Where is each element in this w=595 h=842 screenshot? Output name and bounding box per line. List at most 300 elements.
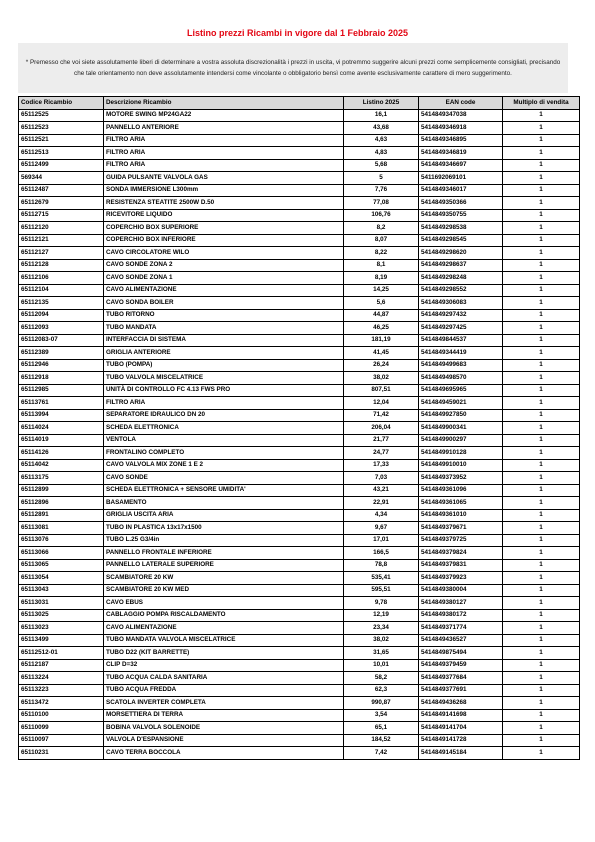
- ean-code: 5414849844537: [419, 334, 503, 347]
- part-code: 65114126: [19, 447, 104, 460]
- ean-code: 5414849910010: [419, 459, 503, 472]
- ean-code: 5414849298620: [419, 247, 503, 260]
- table-row: [19, 747, 580, 760]
- sales-multiple: 1: [503, 409, 580, 422]
- ean-code: 5414849380127: [419, 597, 503, 610]
- table-row: [19, 159, 580, 172]
- ean-code: 5414849695965: [419, 384, 503, 397]
- table-row: [19, 584, 580, 597]
- sales-multiple: 1: [503, 472, 580, 485]
- part-description: TUBO ACQUA FREDDA: [104, 684, 344, 697]
- part-description: CAVO SONDE ZONA 1: [104, 272, 344, 285]
- part-description: CAVO SONDA BOILER: [104, 297, 344, 310]
- list-price: 181,19: [344, 334, 419, 347]
- part-description: RICEVITORE LIQUIDO: [104, 209, 344, 222]
- table-row: [19, 222, 580, 235]
- list-price: 43,21: [344, 484, 419, 497]
- ean-code: 5414849346918: [419, 122, 503, 135]
- ean-code: 5414849379824: [419, 547, 503, 560]
- part-code: 65112106: [19, 272, 104, 285]
- list-price: 26,24: [344, 359, 419, 372]
- ean-code: 5414849298552: [419, 284, 503, 297]
- part-description: TUBO D22 (KIT BARRETTE): [104, 647, 344, 660]
- sales-multiple: 1: [503, 534, 580, 547]
- list-price: 9,67: [344, 522, 419, 535]
- ean-code: 5414849346017: [419, 184, 503, 197]
- table-row: [19, 534, 580, 547]
- part-description: CAVO TERRA BOCCOLA: [104, 747, 344, 760]
- sales-multiple: 1: [503, 109, 580, 122]
- list-price: 7,03: [344, 472, 419, 485]
- part-description: SCAMBIATORE 20 KW MED: [104, 584, 344, 597]
- table-row: [19, 559, 580, 572]
- part-code: 65112135: [19, 297, 104, 310]
- list-price: 24,77: [344, 447, 419, 460]
- list-price: 106,76: [344, 209, 419, 222]
- part-description: SCATOLA INVERTER COMPLETA: [104, 697, 344, 710]
- list-price: 8,22: [344, 247, 419, 260]
- part-code: 65112679: [19, 197, 104, 210]
- list-price: 12,19: [344, 609, 419, 622]
- list-price: 4,34: [344, 509, 419, 522]
- table-row: [19, 234, 580, 247]
- table-row: [19, 122, 580, 135]
- table-row: [19, 734, 580, 747]
- table-row: [19, 334, 580, 347]
- column-header-ean: EAN code: [419, 97, 503, 110]
- part-description: PANNELLO FRONTALE INFERIORE: [104, 547, 344, 560]
- sales-multiple: 1: [503, 234, 580, 247]
- table-row: [19, 447, 580, 460]
- list-price: 5,6: [344, 297, 419, 310]
- part-description: CAVO SONDE ZONA 2: [104, 259, 344, 272]
- list-price: 206,04: [344, 422, 419, 435]
- part-description: INTERFACCIA DI SISTEMA: [104, 334, 344, 347]
- list-price: 8,2: [344, 222, 419, 235]
- sales-multiple: 1: [503, 647, 580, 660]
- sales-multiple: 1: [503, 384, 580, 397]
- sales-multiple: 1: [503, 272, 580, 285]
- ean-code: 5414849371774: [419, 622, 503, 635]
- sales-multiple: 1: [503, 347, 580, 360]
- list-price: 65,1: [344, 722, 419, 735]
- table-row: [19, 622, 580, 635]
- sales-multiple: 1: [503, 372, 580, 385]
- ean-code: 5414849350755: [419, 209, 503, 222]
- list-price: 77,08: [344, 197, 419, 210]
- ean-code: 5414849298637: [419, 259, 503, 272]
- part-description: TUBO (POMPA): [104, 359, 344, 372]
- table-row: [19, 172, 580, 185]
- part-description: FILTRO ARIA: [104, 134, 344, 147]
- table-row: [19, 472, 580, 485]
- part-description: TUBO VALVOLA MISCELATRICE: [104, 372, 344, 385]
- ean-code: 5414849347038: [419, 109, 503, 122]
- list-price: 3,54: [344, 709, 419, 722]
- list-price: 166,5: [344, 547, 419, 560]
- ean-code: 5414849459021: [419, 397, 503, 410]
- part-code: 65112487: [19, 184, 104, 197]
- list-price: 12,04: [344, 397, 419, 410]
- list-price: 71,42: [344, 409, 419, 422]
- ean-code: 5414849377684: [419, 672, 503, 685]
- list-price: 4,63: [344, 134, 419, 147]
- sales-multiple: 1: [503, 334, 580, 347]
- part-description: SONDA IMMERSIONE L300mm: [104, 184, 344, 197]
- part-description: BOBINA VALVOLA SOLENOIDE: [104, 722, 344, 735]
- sales-multiple: 1: [503, 159, 580, 172]
- list-price: 31,65: [344, 647, 419, 660]
- ean-code: 5414849297432: [419, 309, 503, 322]
- table-row: [19, 484, 580, 497]
- sales-multiple: 1: [503, 459, 580, 472]
- part-code: 65112513: [19, 147, 104, 160]
- list-price: 5,68: [344, 159, 419, 172]
- ean-code: 5414849377691: [419, 684, 503, 697]
- part-code: 65112896: [19, 497, 104, 510]
- ean-code: 5414849297425: [419, 322, 503, 335]
- part-code: 65112120: [19, 222, 104, 235]
- table-row: [19, 522, 580, 535]
- table-row: [19, 284, 580, 297]
- ean-code: 5414849436268: [419, 697, 503, 710]
- ean-code: 5414849344419: [419, 347, 503, 360]
- part-code: 65112891: [19, 509, 104, 522]
- part-code: 65112093: [19, 322, 104, 335]
- part-code: 65112083-07: [19, 334, 104, 347]
- table-row: [19, 309, 580, 322]
- part-code: 65113066: [19, 547, 104, 560]
- sales-multiple: 1: [503, 434, 580, 447]
- sales-multiple: 1: [503, 359, 580, 372]
- part-code: 65112525: [19, 109, 104, 122]
- part-code: 65110097: [19, 734, 104, 747]
- sales-multiple: 1: [503, 584, 580, 597]
- part-description: TUBO ACQUA CALDA SANITARIA: [104, 672, 344, 685]
- list-price: 8,1: [344, 259, 419, 272]
- sales-multiple: 1: [503, 147, 580, 160]
- part-description: RESISTENZA STEATITE 2500W D.50: [104, 197, 344, 210]
- table-row: [19, 384, 580, 397]
- sales-multiple: 1: [503, 659, 580, 672]
- ean-code: 5414849436527: [419, 634, 503, 647]
- table-row: [19, 709, 580, 722]
- sales-multiple: 1: [503, 547, 580, 560]
- list-price: 78,8: [344, 559, 419, 572]
- list-price: 58,2: [344, 672, 419, 685]
- part-description: CAVO ALIMENTAZIONE: [104, 622, 344, 635]
- part-description: BASAMENTO: [104, 497, 344, 510]
- sales-multiple: 1: [503, 747, 580, 760]
- part-description: TUBO MANDATA: [104, 322, 344, 335]
- ean-code: 5414849346697: [419, 159, 503, 172]
- part-code: 65112918: [19, 372, 104, 385]
- part-code: 65113499: [19, 634, 104, 647]
- column-header-code: Codice Ricambio: [19, 97, 104, 110]
- column-header-description: Descrizione Ricambio: [104, 97, 344, 110]
- table-row: [19, 359, 580, 372]
- table-row: [19, 372, 580, 385]
- part-code: 65110099: [19, 722, 104, 735]
- sales-multiple: 1: [503, 172, 580, 185]
- part-description: CAVO ALIMENTAZIONE: [104, 284, 344, 297]
- table-row: [19, 397, 580, 410]
- part-description: CABLAGGIO POMPA RISCALDAMENTO: [104, 609, 344, 622]
- part-code: 65114019: [19, 434, 104, 447]
- table-row: [19, 347, 580, 360]
- table-row: [19, 259, 580, 272]
- sales-multiple: 1: [503, 184, 580, 197]
- part-code: 65113994: [19, 409, 104, 422]
- part-description: VENTOLA: [104, 434, 344, 447]
- part-description: SCHEDA ELETTRONICA + SENSORE UMIDITA': [104, 484, 344, 497]
- part-description: CAVO EBUS: [104, 597, 344, 610]
- sales-multiple: 1: [503, 134, 580, 147]
- part-code: 65112127: [19, 247, 104, 260]
- sales-multiple: 1: [503, 697, 580, 710]
- ean-code: 5414849900297: [419, 434, 503, 447]
- ean-code: 5414849361010: [419, 509, 503, 522]
- ean-code: 5414849379831: [419, 559, 503, 572]
- part-code: 65113023: [19, 622, 104, 635]
- table-row: [19, 609, 580, 622]
- list-price: 17,01: [344, 534, 419, 547]
- sales-multiple: 1: [503, 309, 580, 322]
- sales-multiple: 1: [503, 672, 580, 685]
- part-description: GRIGLIA ANTERIORE: [104, 347, 344, 360]
- ean-code: 5414849350366: [419, 197, 503, 210]
- part-description: COPERCHIO BOX INFERIORE: [104, 234, 344, 247]
- sales-multiple: 1: [503, 497, 580, 510]
- ean-code: 5411692069101: [419, 172, 503, 185]
- ean-code: 5414849900341: [419, 422, 503, 435]
- ean-code: 5414849361096: [419, 484, 503, 497]
- ean-code: 5414849910128: [419, 447, 503, 460]
- list-price: 44,87: [344, 309, 419, 322]
- list-price: 38,02: [344, 634, 419, 647]
- list-price: 990,87: [344, 697, 419, 710]
- ean-code: 5414849298545: [419, 234, 503, 247]
- sales-multiple: 1: [503, 609, 580, 622]
- part-description: SCHEDA ELETTRONICA: [104, 422, 344, 435]
- ean-code: 5414849875494: [419, 647, 503, 660]
- ean-code: 5414849298538: [419, 222, 503, 235]
- table-row: [19, 509, 580, 522]
- part-code: 65113043: [19, 584, 104, 597]
- sales-multiple: 1: [503, 322, 580, 335]
- part-code: 65110100: [19, 709, 104, 722]
- part-description: SEPARATORE IDRAULICO DN 20: [104, 409, 344, 422]
- disclaimer-note: * Premesso che voi siete assolutamente liberi di determinare a vostra assoluta discrezionalità i prezzi in uscita, vi potremmo suggerire alcuni prezzi come semplicemente consigliati, precisando che tale orientamento non deve assolutamente intendersi come vincolante o obbligatorio bensì come avente esclusivamente carattere di mero suggerimento.: [18, 43, 568, 93]
- sales-multiple: 1: [503, 259, 580, 272]
- part-code: 65113031: [19, 597, 104, 610]
- list-price: 46,25: [344, 322, 419, 335]
- table-row: [19, 147, 580, 160]
- sales-multiple: 1: [503, 284, 580, 297]
- part-code: 65112499: [19, 159, 104, 172]
- part-code: 65112985: [19, 384, 104, 397]
- sales-multiple: 1: [503, 397, 580, 410]
- sales-multiple: 1: [503, 597, 580, 610]
- part-code: 65112715: [19, 209, 104, 222]
- list-price: 16,1: [344, 109, 419, 122]
- sales-multiple: 1: [503, 634, 580, 647]
- ean-code: 5414849498570: [419, 372, 503, 385]
- list-price: 23,34: [344, 622, 419, 635]
- sales-multiple: 1: [503, 559, 580, 572]
- list-price: 595,51: [344, 584, 419, 597]
- table-row: [19, 247, 580, 260]
- sales-multiple: 1: [503, 709, 580, 722]
- part-code: 65112104: [19, 284, 104, 297]
- table-row: [19, 572, 580, 585]
- sales-multiple: 1: [503, 622, 580, 635]
- table-row: [19, 134, 580, 147]
- list-price: 9,78: [344, 597, 419, 610]
- table-row: [19, 597, 580, 610]
- part-code: 65113025: [19, 609, 104, 622]
- ean-code: 5414849379725: [419, 534, 503, 547]
- part-code: 65113224: [19, 672, 104, 685]
- part-description: VALVOLA D'ESPANSIONE: [104, 734, 344, 747]
- column-header-sales-multiple: Multiplo di vendita: [503, 97, 580, 110]
- part-code: 65112521: [19, 134, 104, 147]
- list-price: 41,45: [344, 347, 419, 360]
- part-description: FILTRO ARIA: [104, 147, 344, 160]
- part-description: FILTRO ARIA: [104, 159, 344, 172]
- list-price: 7,42: [344, 747, 419, 760]
- table-row: [19, 634, 580, 647]
- part-description: SCAMBIATORE 20 KW: [104, 572, 344, 585]
- part-code: 569344: [19, 172, 104, 185]
- table-row: [19, 422, 580, 435]
- list-price: 4,83: [344, 147, 419, 160]
- column-header-price: Listino 2025: [344, 97, 419, 110]
- part-code: 65112094: [19, 309, 104, 322]
- list-price: 43,68: [344, 122, 419, 135]
- table-row: [19, 184, 580, 197]
- list-price: 184,52: [344, 734, 419, 747]
- ean-code: 5414849141698: [419, 709, 503, 722]
- part-code: 65113761: [19, 397, 104, 410]
- part-code: 65112946: [19, 359, 104, 372]
- ean-code: 5414849346895: [419, 134, 503, 147]
- part-description: PANNELLO LATERALE SUPERIORE: [104, 559, 344, 572]
- part-description: GUIDA PULSANTE VALVOLA GAS: [104, 172, 344, 185]
- ean-code: 5414849346819: [419, 147, 503, 160]
- ean-code: 5414849379923: [419, 572, 503, 585]
- ean-code: 5414849373952: [419, 472, 503, 485]
- table-row: [19, 684, 580, 697]
- sales-multiple: 1: [503, 509, 580, 522]
- part-code: 65113175: [19, 472, 104, 485]
- part-code: 65113472: [19, 697, 104, 710]
- list-price: 535,41: [344, 572, 419, 585]
- part-description: CAVO SONDE: [104, 472, 344, 485]
- part-description: FRONTALINO COMPLETO: [104, 447, 344, 460]
- list-price: 22,91: [344, 497, 419, 510]
- list-price: 17,33: [344, 459, 419, 472]
- part-description: MOTORE SWING MP24GA22: [104, 109, 344, 122]
- sales-multiple: 1: [503, 197, 580, 210]
- sales-multiple: 1: [503, 122, 580, 135]
- table-row: [19, 297, 580, 310]
- part-code: 65113223: [19, 684, 104, 697]
- list-price: 8,19: [344, 272, 419, 285]
- list-price: 807,51: [344, 384, 419, 397]
- list-price: 7,76: [344, 184, 419, 197]
- ean-code: 5414849927850: [419, 409, 503, 422]
- table-row: [19, 459, 580, 472]
- ean-code: 5414849145184: [419, 747, 503, 760]
- list-price: 21,77: [344, 434, 419, 447]
- list-price: 14,25: [344, 284, 419, 297]
- sales-multiple: 1: [503, 422, 580, 435]
- table-row: [19, 497, 580, 510]
- ean-code: 5414849380004: [419, 584, 503, 597]
- part-description: MORSETTIERA DI TERRA: [104, 709, 344, 722]
- part-code: 65113076: [19, 534, 104, 547]
- sales-multiple: 1: [503, 734, 580, 747]
- part-description: TUBO MANDATA VALVOLA MISCELATRICE: [104, 634, 344, 647]
- part-description: TUBO RITORNO: [104, 309, 344, 322]
- part-code: 65113054: [19, 572, 104, 585]
- sales-multiple: 1: [503, 522, 580, 535]
- part-code: 65110231: [19, 747, 104, 760]
- table-row: [19, 209, 580, 222]
- list-price: 62,3: [344, 684, 419, 697]
- part-code: 65113065: [19, 559, 104, 572]
- table-row: [19, 434, 580, 447]
- part-description: GRIGLIA USCITA ARIA: [104, 509, 344, 522]
- table-row: [19, 409, 580, 422]
- list-price: 10,01: [344, 659, 419, 672]
- ean-code: 5414849379671: [419, 522, 503, 535]
- list-price: 5: [344, 172, 419, 185]
- page-title: Listino prezzi Ricambi in vigore dal 1 Febbraio 2025: [186, 28, 409, 38]
- ean-code: 5414849499683: [419, 359, 503, 372]
- table-row: [19, 547, 580, 560]
- part-description: FILTRO ARIA: [104, 397, 344, 410]
- table-header-row: [19, 97, 580, 110]
- ean-code: 5414849380172: [419, 609, 503, 622]
- ean-code: 5414849379459: [419, 659, 503, 672]
- table-row: [19, 697, 580, 710]
- ean-code: 5414849361065: [419, 497, 503, 510]
- table-row: [19, 722, 580, 735]
- table-row: [19, 659, 580, 672]
- part-code: 65112512-01: [19, 647, 104, 660]
- sales-multiple: 1: [503, 484, 580, 497]
- sales-multiple: 1: [503, 684, 580, 697]
- part-description: CLIP D=32: [104, 659, 344, 672]
- sales-multiple: 1: [503, 722, 580, 735]
- part-description: TUBO L.25 G3/4in: [104, 534, 344, 547]
- table-row: [19, 197, 580, 210]
- part-description: CAVO VALVOLA MIX ZONE 1 E 2: [104, 459, 344, 472]
- part-description: COPERCHIO BOX SUPERIORE: [104, 222, 344, 235]
- part-code: 65114042: [19, 459, 104, 472]
- table-row: [19, 109, 580, 122]
- table-row: [19, 272, 580, 285]
- price-list-table: [18, 96, 580, 760]
- part-description: TUBO IN PLASTICA 13x17x1500: [104, 522, 344, 535]
- ean-code: 5414849141728: [419, 734, 503, 747]
- sales-multiple: 1: [503, 222, 580, 235]
- part-code: 65114024: [19, 422, 104, 435]
- part-code: 65112128: [19, 259, 104, 272]
- part-description: PANNELLO ANTERIORE: [104, 122, 344, 135]
